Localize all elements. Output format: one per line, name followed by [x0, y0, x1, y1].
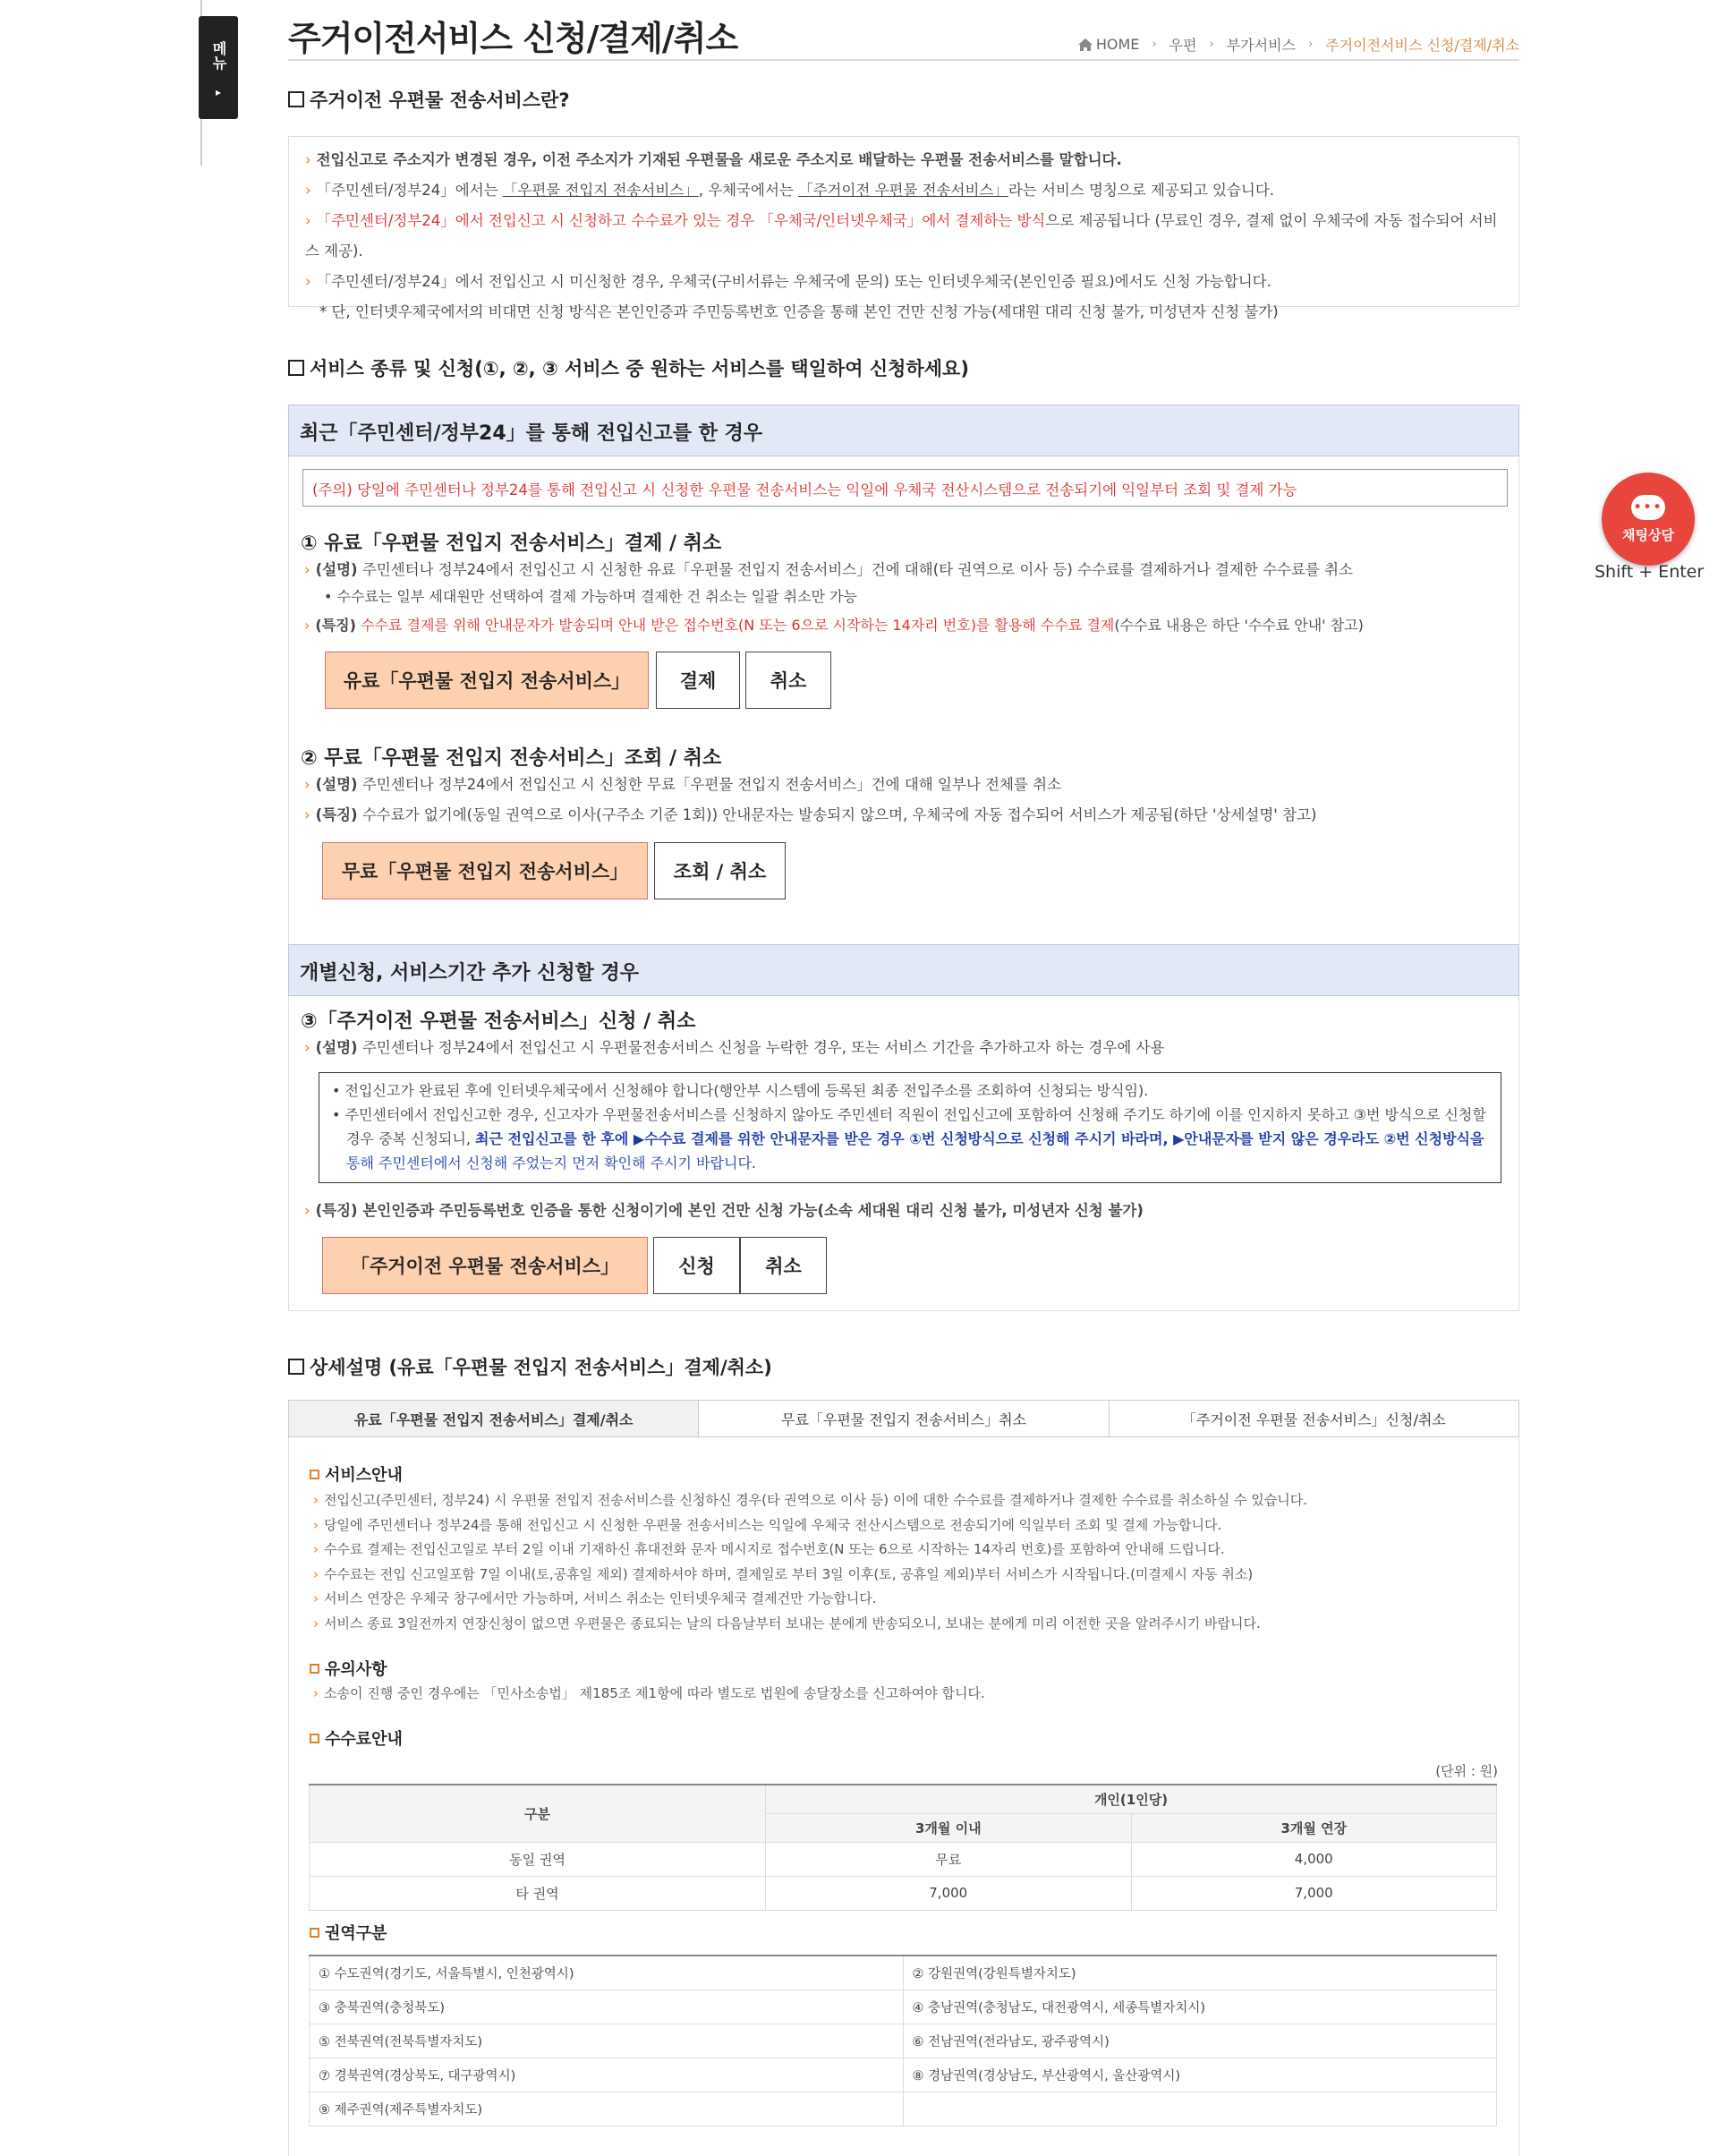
- fee-table: [309, 1784, 1497, 1911]
- col-header: 개인(1인당): [766, 1785, 1497, 1813]
- menu-label: 메뉴: [210, 41, 227, 70]
- breadcrumb: [1078, 34, 1519, 55]
- service-3-feature: › (특징) 본인인증과 주민등록번호 인증을 통한 신청이기에 본인 건만 신청 가능(소속 세대원 대리 신청 불가, 미성년자 신청 불가): [304, 1202, 1144, 1219]
- square-icon: [288, 360, 304, 376]
- region-heading-text: 권역구분: [325, 1924, 387, 1943]
- service-3-title: ③「주거이전 우편물 전송서비스」신청 / 취소: [301, 1010, 696, 1033]
- col-header: 3개월 연장: [1131, 1813, 1497, 1842]
- cell: 타 권역: [310, 1876, 766, 1910]
- list-item: › 서비스 종료 3일전까지 연장신청이 없으면 우편물은 종료되는 날의 다음날부터 보내는 분에게 반송되오니, 보내는 분에게 미리 이전한 곳을 알려주시기 바랍니다.: [313, 1615, 1261, 1632]
- label: (특징): [315, 617, 356, 634]
- square-icon: [310, 1470, 319, 1479]
- label: (설명): [315, 776, 358, 793]
- intro-line: › 전입신고로 주소지가 변경된 경우, 이전 주소지가 기재된 우편물을 새로운 주소지로 배달하는 우편물 전송서비스를 말합니다.: [305, 151, 1122, 168]
- square-icon: [310, 1664, 319, 1674]
- text: (수수료 내용은 하단 '수수료 안내' 참고): [1114, 617, 1364, 634]
- service-2-feature: › (특징) 수수료가 없기에(동일 권역으로 이사(구주소 기준 1회)) 안내문자는 발송되지 않으며, 우체국에 자동 접수되어 서비스가 제공됨(하단 '상세설명' 참고): [304, 806, 1317, 823]
- table-row: [310, 1842, 1497, 1876]
- guide-text: 수수료 결제는 전입신고일로 부터 2일 이내 기재하신 휴대전화 문자 메시지로 접수번호(N 또는 6으로 시작하는 14자리 번호)를 포함하여 안내해 드립니다.: [324, 1541, 1225, 1557]
- intro-l2e: 라는 서비스 명칭으로 제공되고 있습니다.: [1008, 182, 1275, 199]
- table-row: [310, 1876, 1497, 1910]
- chevron-right-icon: ›: [1152, 38, 1157, 51]
- cell: 7,000: [1131, 1876, 1497, 1910]
- list-item: › 당일에 주민센터나 정부24를 통해 전입신고 시 신청한 우편물 전송서비스는 익일에 우체국 전산시스템으로 전송되기에 익일부터 조회 및 결제 가능합니다.: [313, 1516, 1222, 1533]
- service-1-desc: › (설명) 주민센터나 정부24에서 전입신고 시 신청한 유료「우편물 전입지 전송서비스」건에 대해(타 권역으로 이사 등) 수수료를 결제하거나 결제한 수수료를 취소: [304, 561, 1353, 578]
- intro-l2c: , 우체국에서는: [698, 182, 799, 199]
- cell: ⑥ 전남권역(전라남도, 광주광역시): [903, 2024, 1497, 2058]
- caution-text: › 소송이 진행 중인 경우에는 「민사소송법」 제185조 제1항에 따라 별도로 법원에 송달장소를 신고하여야 합니다.: [313, 1685, 985, 1701]
- chat-bubble-icon: •••: [1631, 495, 1665, 520]
- note-2c: 최근 전입신고를 한 후에 ▶수수료 결제를 위한 안내문자를 받은 경우 ①번 신청방식으로 신청해 주시기 바라며, ▶안내문자를 받지 않은 경우라도 ②번 신청방식을: [475, 1130, 1484, 1147]
- square-icon: [310, 1928, 319, 1938]
- intro-heading-text: 주거이전 우편물 전송서비스란?: [310, 89, 570, 111]
- table-row: [310, 1956, 1497, 1990]
- service-1-feature: › (특징) 수수료 결제를 위해 안내문자가 발송되며 안내 받은 접수번호(N 또는 6으로 시작하는 14자리 번호)를 활용해 수수료 결제(수수료 내용은 하단 '수수료 안내' 참고): [304, 617, 1364, 634]
- text: 주민센터나 정부24에서 전입신고 시 신청한 유료「우편물 전입지 전송서비스」건에 대해(타 권역으로 이사 등) 수수료를 결제하거나 결제한 수수료를 취소: [357, 561, 1353, 578]
- breadcrumb-current: 주거이전서비스 신청/결제/취소: [1325, 37, 1519, 54]
- service-2-title: ② 무료「우편물 전입지 전송서비스」조회 / 취소: [301, 747, 722, 770]
- query-cancel-button[interactable]: 조회 / 취소: [654, 842, 786, 899]
- page-title: 주거이전서비스 신청/결제/취소: [288, 19, 738, 58]
- cell: 7,000: [766, 1876, 1132, 1910]
- guide-text: 당일에 주민센터나 정부24를 통해 전입신고 시 신청한 우편물 전송서비스는 익일에 우체국 전산시스템으로 전송되기에 익일부터 조회 및 결제 가능합니다.: [324, 1516, 1222, 1533]
- breadcrumb-item[interactable]: 우편: [1169, 37, 1197, 54]
- text: 수수료가 없기에(동일 권역으로 이사(구주소 기준 1회)) 안내문자는 발송되지 않으며, 우체국에 자동 접수되어 서비스가 제공됨(하단 '상세설명' 참고): [357, 806, 1317, 823]
- intro-l2b: 「우편물 전입지 전송서비스」: [502, 182, 699, 199]
- cell: ③ 충북권역(충청북도): [310, 1990, 904, 2024]
- detail-heading: [288, 1353, 772, 1380]
- side-menu-toggle[interactable]: [199, 16, 238, 119]
- relocation-service-button[interactable]: 「주거이전 우편물 전송서비스」: [322, 1237, 648, 1294]
- cell: ④ 충남권역(충청남도, 대전광역시, 세종특별자치시): [903, 1990, 1497, 2024]
- service-1-title: ① 유료「우편물 전입지 전송서비스」결제 / 취소: [301, 533, 722, 555]
- intro-line: › 「주민센터/정부24」에서는 「우편물 전입지 전송서비스」, 우체국에서는 「주거이전 우편물 전송서비스」라는 서비스 명칭으로 제공되고 있습니다.: [305, 182, 1275, 199]
- intro-line-1: 전입신고로 주소지가 변경된 경우, 이전 주소지가 기재된 우편물을 새로운 주소지로 배달하는 우편물 전송서비스를 말합니다.: [316, 151, 1122, 168]
- label: (특징): [315, 806, 358, 823]
- breadcrumb-item[interactable]: 부가서비스: [1226, 37, 1296, 54]
- unit-label: (단위 : 원): [1435, 1763, 1498, 1779]
- chat-shortcut: Shift + Enter: [1595, 562, 1705, 582]
- guide-text: 전입신고(주민센터, 정부24) 시 우편물 전입지 전송서비스를 신청하신 경우(타 권역으로 이사 등) 이에 대한 수수료를 결제하거나 결제한 수수료를 취소하실 수 있습니다.: [324, 1492, 1307, 1508]
- apply-button[interactable]: 신청: [653, 1237, 740, 1294]
- note-1: • 전입신고가 완료된 후에 인터넷우체국에서 신청해야 합니다(행안부 시스템에 등록된 최종 전입주소를 조회하여 신청되는 방식임).: [332, 1082, 1149, 1099]
- tab-relocation[interactable]: 「주거이전 우편물 전송서비스」신청/취소: [1110, 1401, 1518, 1436]
- guide-text: 서비스 연장은 우체국 창구에서만 가능하며, 서비스 취소는 인터넷우체국 결제건만 가능합니다.: [324, 1590, 877, 1606]
- home-icon: [1078, 38, 1093, 51]
- intro-l3b: 으로 제공됩니다 (무료인 경우, 결제 없이 우체국에 자동 접수되어 서비스 제공).: [305, 212, 1498, 260]
- guide-list: [313, 1488, 1512, 1636]
- cell: ② 강원권역(강원특별자치도): [903, 1956, 1497, 1990]
- cell: ① 수도권역(경기도, 서울특별시, 인천광역시): [310, 1956, 904, 1990]
- intro-line: › 「주민센터/정부24」에서 전입신고 시 미신청한 경우, 우체국(구비서류는 우체국에 문의) 또는 인터넷우체국(본인인증 필요)에서도 신청 가능합니다.: [305, 273, 1271, 290]
- text: (특징) 본인인증과 주민등록번호 인증을 통한 신청이기에 본인 건만 신청 가능(소속 세대원 대리 신청 불가, 미성년자 신청 불가): [315, 1202, 1144, 1219]
- service-heading-text: 서비스 종류 및 신청(①, ②, ③ 서비스 중 원하는 서비스를 택일하여 신청하세요): [310, 358, 969, 379]
- cell: ⑧ 경남권역(경상남도, 부산광역시, 울산광역시): [903, 2058, 1497, 2092]
- tab-paid[interactable]: 유료「우편물 전입지 전송서비스」결제/취소: [289, 1401, 699, 1436]
- intro-box: [288, 136, 1519, 320]
- fee-heading-text: 수수료안내: [325, 1730, 403, 1749]
- service-heading: [288, 354, 969, 381]
- cell: [903, 2092, 1497, 2126]
- guide-heading-text: 서비스안내: [325, 1466, 403, 1485]
- intro-l2d: 「주거이전 우편물 전송서비스」: [798, 182, 1008, 199]
- table-row: [310, 2092, 1497, 2126]
- pay-button[interactable]: 결제: [656, 652, 740, 709]
- list-item: › 서비스 연장은 우체국 창구에서만 가능하며, 서비스 취소는 인터넷우체국 결제건만 가능합니다.: [313, 1590, 877, 1606]
- guide-text: 수수료는 전입 신고일포함 7일 이내(토,공휴일 제외) 결제하셔야 하며, 결제일로 부터 3일 이후(토, 공휴일 제외)부터 서비스가 시작됩니다.(미결제시 자동 취소): [324, 1565, 1254, 1582]
- caution-heading-text: 유의사항: [325, 1660, 387, 1679]
- chevron-right-icon: ›: [1308, 38, 1314, 51]
- note-2d: 통해 주민센터에서 신청해 주었는지 먼저 확인해 주시기 바랍니다.: [346, 1155, 757, 1172]
- intro-l3a: 「주민센터/정부24」에서 전입신고 시 신청하고 수수료가 있는 경우 「우체국/인터넷우체국」에서 결제하는 방식: [316, 212, 1046, 229]
- square-icon: [288, 1359, 304, 1375]
- chat-label: 채팅상담: [1622, 526, 1674, 543]
- guide-text: 서비스 종료 3일전까지 연장신청이 없으면 우편물은 종료되는 날의 다음날부터 보내는 분에게 반송되오니, 보내는 분에게 미리 이전한 곳을 알려주시기 바랍니다.: [324, 1615, 1261, 1632]
- note-2: • 주민센터에서 전입신고한 경우, 신고자가 우편물전송서비스를 신청하지 않아도 주민센터 직원이 전입신고에 포함하여 신청해 주기도 하기에 이를 인지하지 못하고 ③번 방식으로 신청할: [332, 1106, 1486, 1123]
- list-item: › 전입신고(주민센터, 정부24) 시 우편물 전입지 전송서비스를 신청하신 경우(타 권역으로 이사 등) 이에 대한 수수료를 결제하거나 결제한 수수료를 취소하실 수 있습니다.: [313, 1492, 1307, 1508]
- intro-note: * 단, 인터넷우체국에서의 비대면 신청 방식은 본인인증과 주민등록번호 인증을 통해 본인 건만 신청 가능(세대원 대리 신청 불가, 미성년자 신청 불가): [319, 303, 1279, 320]
- caution-line: 소송이 진행 중인 경우에는 「민사소송법」 제185조 제1항에 따라 별도로 법원에 송달장소를 신고하여야 합니다.: [324, 1685, 985, 1701]
- paid-service-button[interactable]: 유료「우편물 전입지 전송서비스」: [325, 652, 649, 709]
- chat-consult-button[interactable]: [1602, 473, 1695, 566]
- detail-heading-text: 상세설명 (유료「우편물 전입지 전송서비스」결제/취소): [310, 1357, 772, 1378]
- square-icon: [288, 91, 304, 107]
- warning-note: (주의) 당일에 주민센터나 정부24를 통해 전입신고 시 신청한 우편물 전송서비스는 익일에 우체국 전산시스템으로 전송되기에 익일부터 조회 및 결제 가능: [302, 469, 1508, 507]
- list-item: › 수수료 결제는 전입신고일로 부터 2일 이내 기재하신 휴대전화 문자 메시지로 접수번호(N 또는 6으로 시작하는 14자리 번호)를 포함하여 안내해 드립니다.: [313, 1541, 1225, 1557]
- service-2-desc: › (설명) 주민센터나 정부24에서 전입신고 시 신청한 무료「우편물 전입지 전송서비스」건에 대해 일부나 전체를 취소: [304, 776, 1061, 793]
- text: 주민센터나 정부24에서 전입신고 시 신청한 무료「우편물 전입지 전송서비스」건에 대해 일부나 전체를 취소: [357, 776, 1061, 793]
- region-table: [309, 1955, 1497, 2126]
- col-header: 구분: [310, 1785, 766, 1842]
- service-3-notes: [319, 1072, 1501, 1183]
- cell: ⑤ 전북권역(전북특별자치도): [310, 2024, 904, 2058]
- home-link[interactable]: [1078, 36, 1140, 53]
- title-divider: [288, 59, 1519, 61]
- fee-heading: [310, 1726, 403, 1750]
- tab-free[interactable]: 무료「우편물 전입지 전송서비스」취소: [699, 1401, 1109, 1436]
- chevron-right-icon: ›: [1209, 38, 1214, 51]
- guide-heading: [310, 1462, 403, 1486]
- text-red: 수수료 결제를 위해 안내문자가 발송되며 안내 받은 접수번호(N 또는 6으로 시작하는 14자리 번호)를 활용해 수수료 결제: [355, 617, 1115, 634]
- cell: 4,000: [1131, 1842, 1497, 1876]
- cell: 동일 권역: [310, 1842, 766, 1876]
- arrow-right-icon: ▸: [215, 86, 222, 98]
- region-heading: [310, 1921, 387, 1944]
- free-service-button[interactable]: 무료「우편물 전입지 전송서비스」: [322, 842, 648, 899]
- intro-l2a: 「주민센터/정부24」에서는: [316, 182, 503, 199]
- label: (설명): [315, 1039, 358, 1056]
- cancel-button[interactable]: 취소: [745, 652, 831, 709]
- cancel-button[interactable]: 취소: [740, 1237, 827, 1294]
- home-label: HOME: [1095, 36, 1140, 53]
- intro-line: › 「주민센터/정부24」에서 전입신고 시 신청하고 수수료가 있는 경우 「우체국/인터넷우체국」에서 결제하는 방식으로 제공됩니다 (무료인 경우, 결제 없이 우체국에 자동 접수되어 서비스 제공).: [305, 212, 1498, 260]
- service-3-desc: › (설명) 주민센터나 정부24에서 전입신고 시 우편물전송서비스 신청을 누락한 경우, 또는 서비스 기간을 추가하고자 하는 경우에 사용: [304, 1039, 1165, 1056]
- table-row: [310, 2058, 1497, 2092]
- detail-tabs: [288, 1400, 1519, 1437]
- service-1-sub: • 수수료는 일부 세대원만 선택하여 결제 가능하며 결제한 건 취소는 일괄 취소만 가능: [324, 588, 857, 605]
- caution-heading: [310, 1657, 387, 1680]
- section-bar-individual: 개별신청, 서비스기간 추가 신청할 경우: [288, 944, 1519, 996]
- cell: ⑨ 제주권역(제주특별자치도): [310, 2092, 904, 2126]
- text: 주민센터나 정부24에서 전입신고 시 우편물전송서비스 신청을 누락한 경우, 또는 서비스 기간을 추가하고자 하는 경우에 사용: [357, 1039, 1165, 1056]
- col-header: 3개월 이내: [766, 1813, 1132, 1842]
- table-row: [310, 1990, 1497, 2024]
- cell: ⑦ 경북권역(경상북도, 대구광역시): [310, 2058, 904, 2092]
- list-item: › 수수료는 전입 신고일포함 7일 이내(토,공휴일 제외) 결제하셔야 하며, 결제일로 부터 3일 이후(토, 공휴일 제외)부터 서비스가 시작됩니다.(미결제시 자동 취소): [313, 1565, 1254, 1582]
- note-2b: 경우 중복 신청되니,: [346, 1130, 475, 1147]
- label: (설명): [315, 561, 358, 578]
- square-icon: [310, 1734, 319, 1743]
- note-2-cont: [332, 1127, 1488, 1151]
- intro-l4: 「주민센터/정부24」에서 전입신고 시 미신청한 경우, 우체국(구비서류는 우체국에 문의) 또는 인터넷우체국(본인인증 필요)에서도 신청 가능합니다.: [316, 273, 1271, 290]
- cell: 무료: [766, 1842, 1132, 1876]
- section-bar-recent: 최근「주민센터/정부24」를 통해 전입신고를 한 경우: [288, 405, 1519, 456]
- table-row: [310, 2024, 1497, 2058]
- intro-heading: [288, 86, 570, 113]
